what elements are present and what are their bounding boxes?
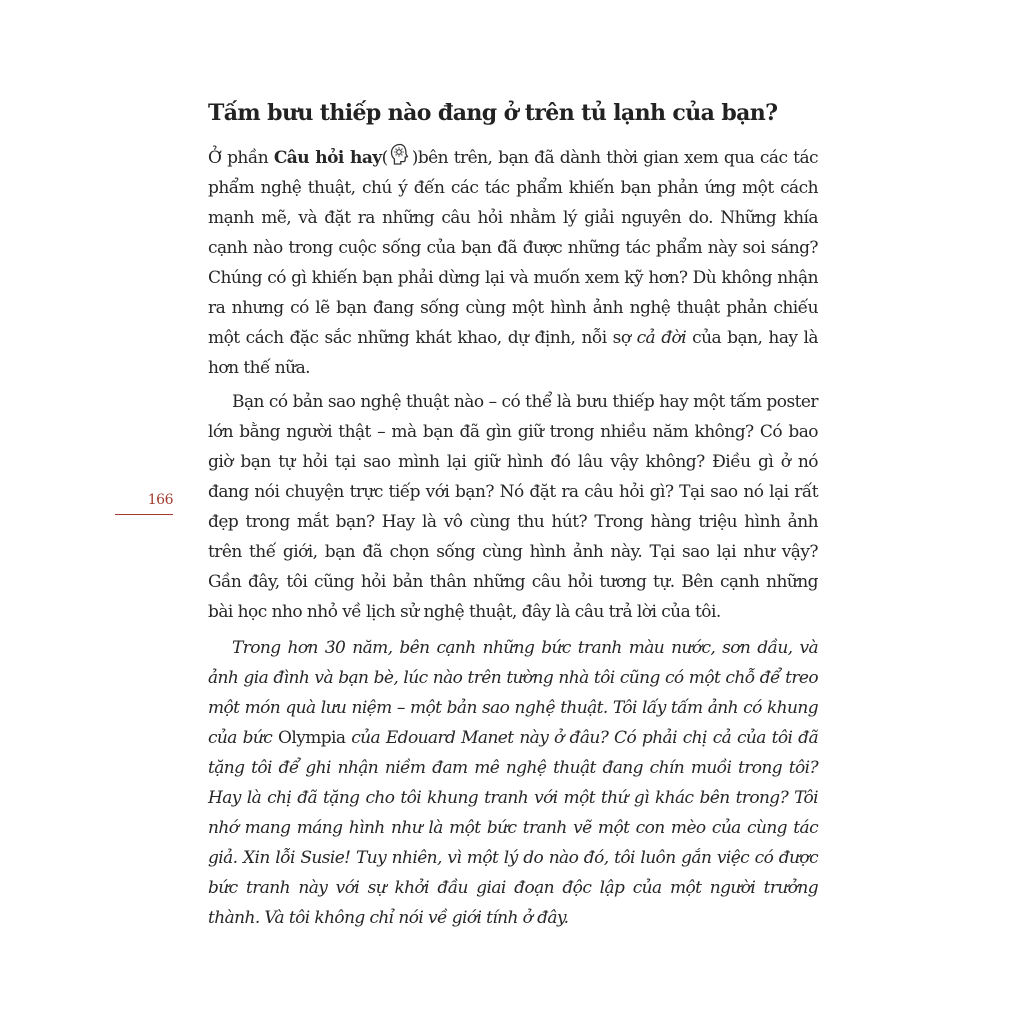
body-text [208,143,818,933]
p3-part1: Trong hơn 30 năm, bên cạnh những bức tranh màu nước, sơn dầu, và ảnh gia đình và bạn bè, lúc nào trên tường nhà tôi cũng có một chỗ để treo một món quà lưu niệm – một bản sao nghệ thuật. Tôi lấy tấm ảnh có khung của bức [208,638,818,748]
p1-close-paren: ) [411,148,418,168]
p3-artwork-title: Olympia [278,728,346,748]
p1-bold-term: Câu hỏi hay [273,148,382,168]
p1-end: của bạn, hay là hơn thế nữa. [208,328,818,378]
page-number-rule [115,514,173,515]
section-heading: Tấm bưu thiếp nào đang ở trên tủ lạnh của bạn? [208,100,778,126]
paragraph-3 [208,633,818,933]
p1-rest: bên trên, bạn đã dành thời gian xem qua các tác phẩm nghệ thuật, chú ý đến các tác phẩm khiến bạn phản ứng một cách mạnh mẽ, và đặt ra những câu hỏi nhằm lý giải nguyên do. Những khía cạnh nào trong cuộc sống của bạn đã được những tác phẩm này soi sáng? Chúng có gì khiến bạn phải dừng lại và muốn xem kỹ hơn? Dù không nhận ra nhưng có lẽ bạn đang sống cùng một hình ảnh nghệ thuật phản chiếu một cách đặc sắc những khát khao, dự định, nỗi sợ [208,148,819,348]
p3-part2: của Edouard Manet này ở đâu? Có phải chị cả của tôi đã tặng tôi để ghi nhận niềm đam mê nghệ thuật đang chín muồi trong tôi? Hay là chị đã tặng cho tôi khung tranh với một thứ gì khác bên trong? Tôi nhớ mang máng hình như là một bức tranh vẽ một con mèo của cùng tác giả. Xin lỗi Susie! Tuy nhiên, vì một lý do nào đó, tôi luôn gắn việc có được bức tranh này với sự khởi đầu giai đoạn độc lập của một người trưởng thành. Và tôi không chỉ nói về giới tính ở đây. [208,728,818,928]
p1-open-paren: ( [381,148,388,168]
p1-italic: cả đời [636,328,687,348]
paragraph-1 [208,143,818,383]
paragraph-2: Bạn có bản sao nghệ thuật nào – có thể là bưu thiếp hay một tấm poster lớn bằng người thật – mà bạn đã gìn giữ trong nhiều năm không? Có bao giờ bạn tự hỏi tại sao mình lại giữ hình đó lâu vậy không? Điều gì ở nó đang nói chuyện trực tiếp với bạn? Nó đặt ra câu hỏi gì? Tại sao nó lại rất đẹp trong mắt bạn? Hay là vô cùng thu hút? Trong hàng triệu hình ảnh trên thế giới, bạn đã chọn sống cùng hình ảnh này. Tại sao lại như vậy? Gần đây, tôi cũng hỏi bản thân những câu hỏi tương tự. Bên cạnh những bài học nho nhỏ về lịch sử nghệ thuật, đây là câu trả lời của tôi. [208,392,818,622]
lightbulb-head-icon [388,143,412,167]
p1-start: Ở phần [208,148,274,168]
page-number: 166 [147,492,173,508]
